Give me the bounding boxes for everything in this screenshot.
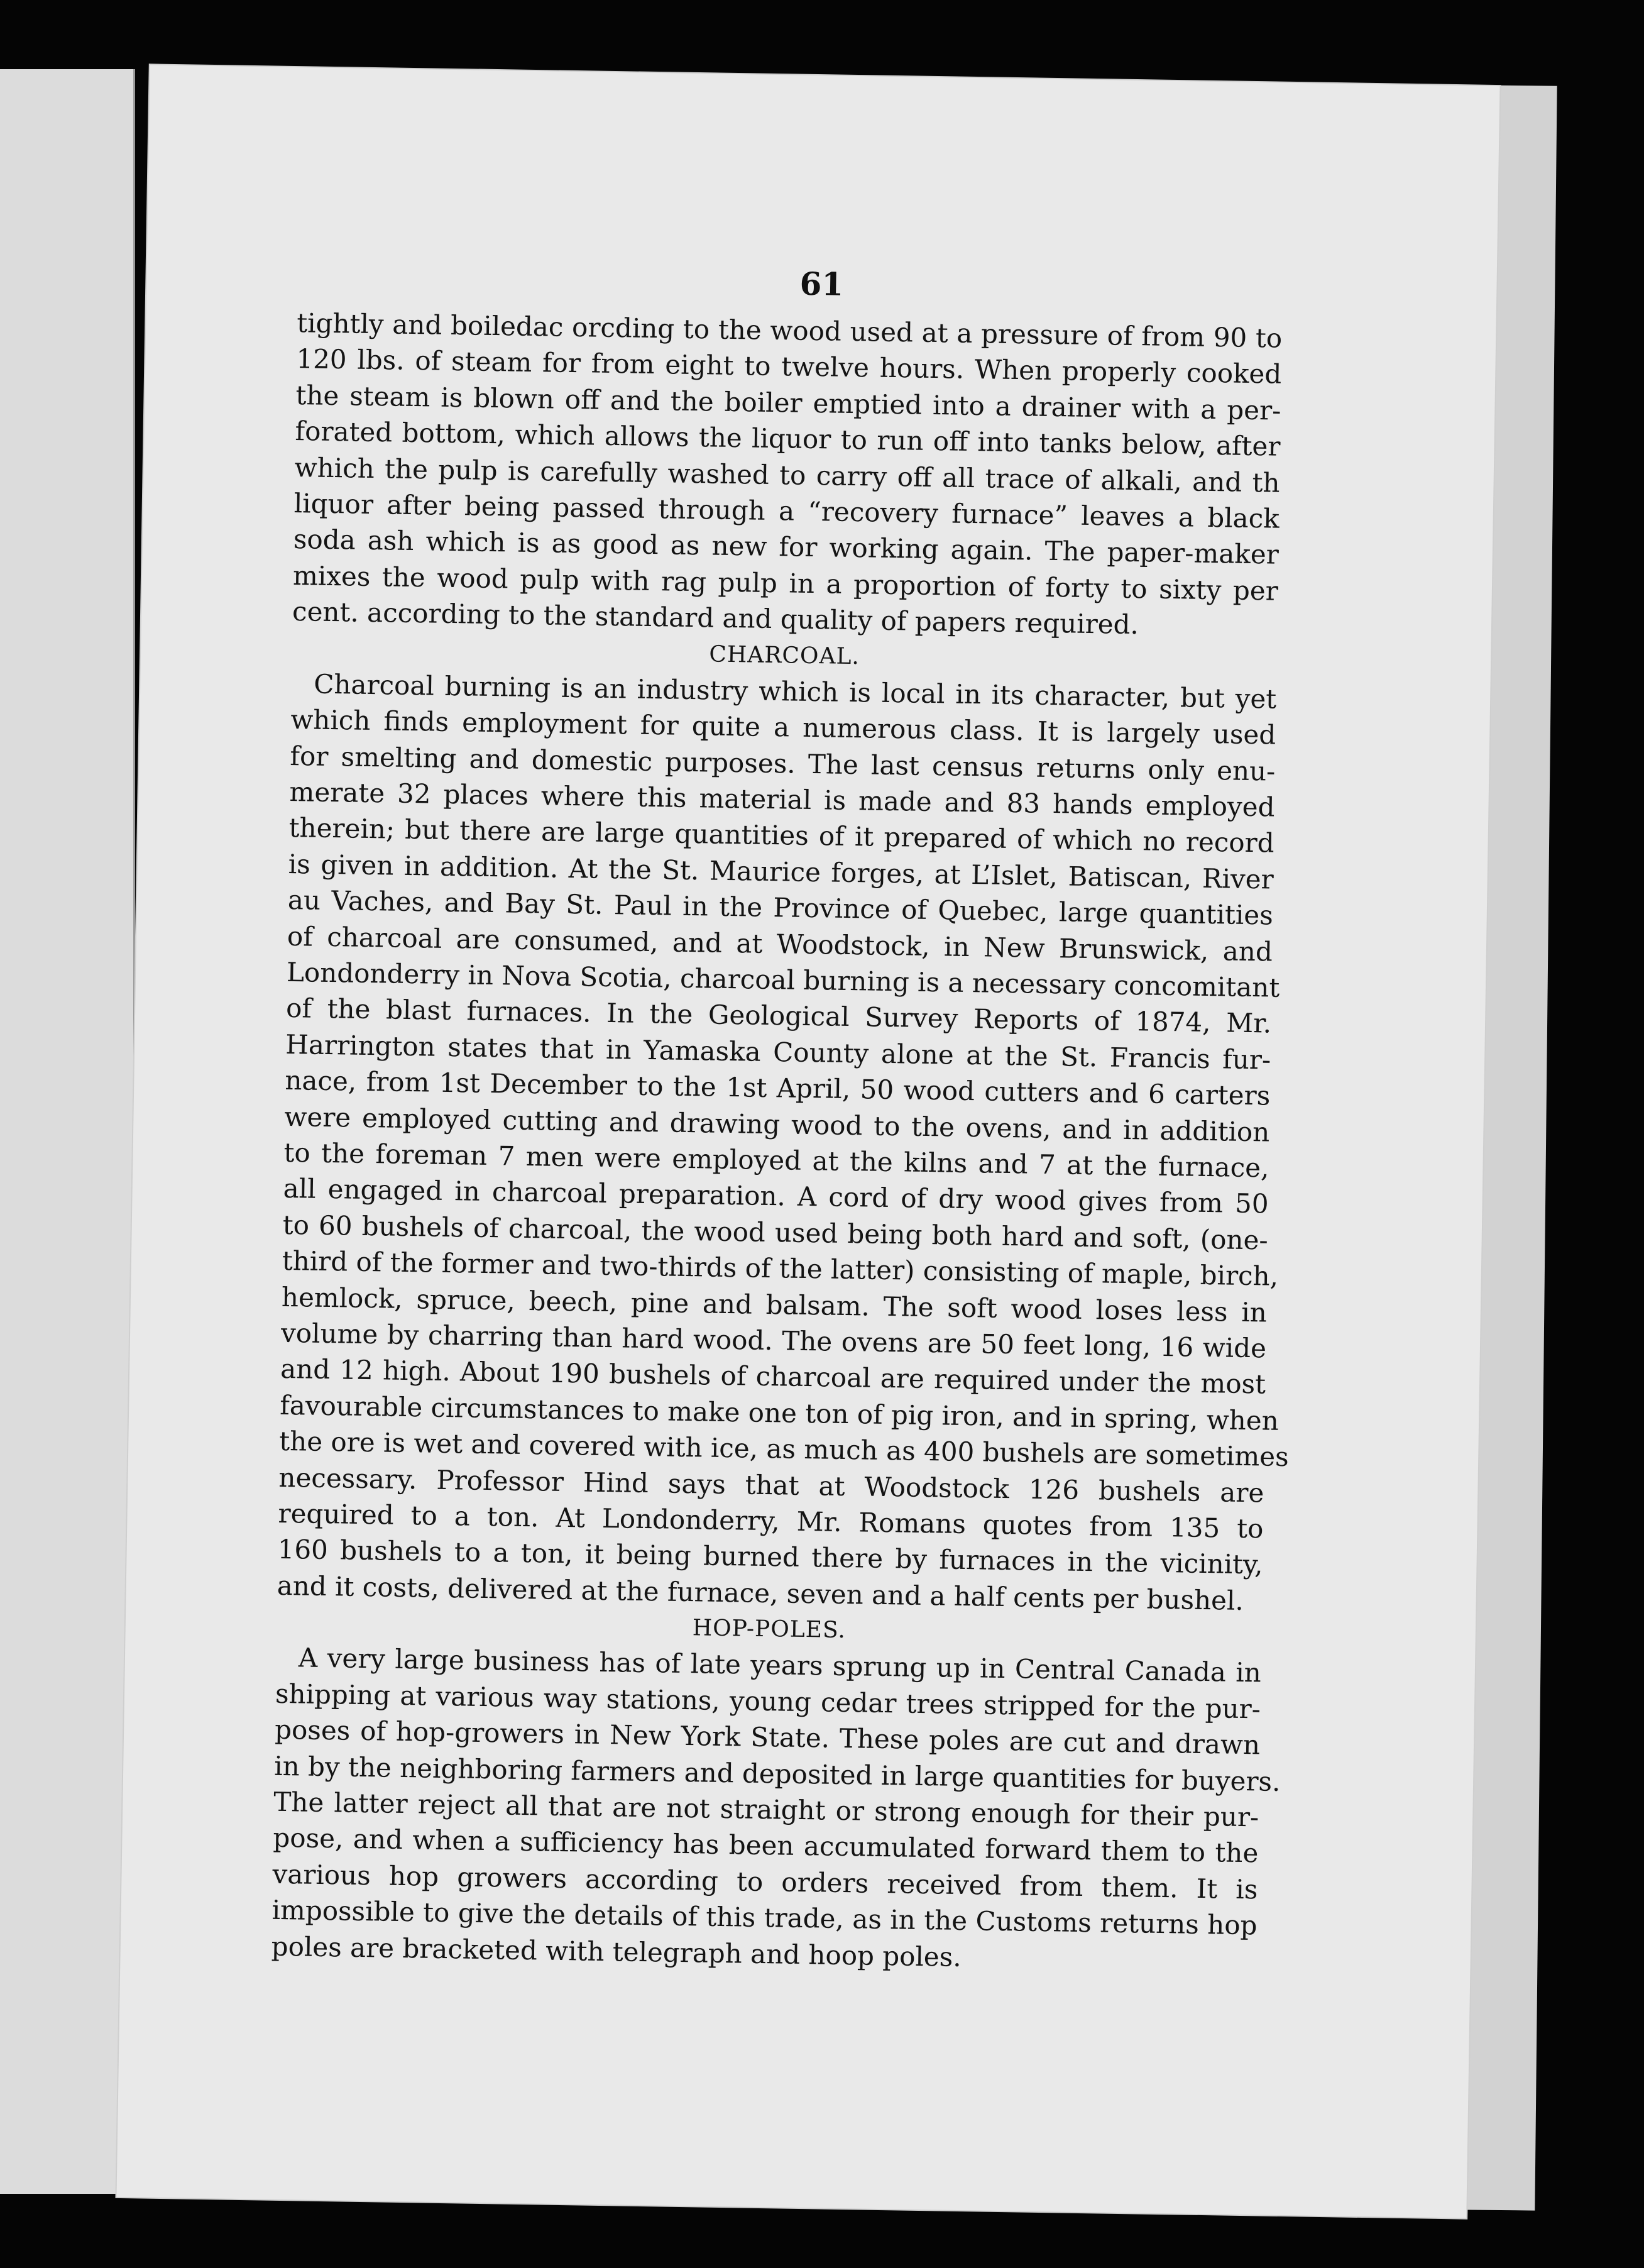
- page-number: 61: [799, 265, 844, 303]
- text-line: favourable circumstances to make one ton of pig iron, and in spring, when: [279, 1389, 1280, 1436]
- document-page: [116, 65, 1499, 2218]
- text-line: forated bottom, which allows the liquor to run off into tanks below, after: [295, 416, 1281, 462]
- text-line: all engaged in charcoal preparation. A cord of dry wood gives from 50: [283, 1173, 1269, 1219]
- text-line: third of the former and two-thirds of the latter) consisting of maple, birch,: [282, 1245, 1279, 1292]
- text-line: au Vaches, and Bay St. Paul in the Province of Quebec, large quantities: [287, 884, 1274, 931]
- text-line: in by the neighboring farmers and deposited in large quantities for buyers.: [273, 1750, 1281, 1797]
- text-line: poles are bracketed with telegraph and hoop poles.: [271, 1930, 962, 1973]
- text-line: liquor after being passed through a “recovery furnace” leaves a black: [293, 487, 1280, 534]
- text-line: to 60 bushels of charcoal, the wood used being both hard and soft, (one-: [282, 1209, 1269, 1256]
- text-line: the steam is blown off and the boiler emptied into a drainer with a per-: [295, 379, 1281, 426]
- text-line: Londonderry in Nova Scotia, charcoal burning is a necessary concomitant: [286, 956, 1280, 1003]
- text-line: of charcoal are consumed, and at Woodstock, in New Brunswick, and: [287, 920, 1273, 967]
- text-line: cent. according to the standard and quality of papers required.: [292, 596, 1139, 641]
- text-line: the ore is wet and covered with ice, as much as 400 bushels are sometimes: [279, 1425, 1290, 1473]
- text-line: to the foreman 7 men were employed at the kilns and 7 at the furnace,: [283, 1137, 1269, 1184]
- previous-page-edge: [0, 69, 135, 2194]
- text-line: mixes the wood pulp with rag pulp in a proportion of forty to sixty per: [292, 559, 1279, 607]
- text-line: pose, and when a sufficiency has been accumulated forward them to the: [273, 1822, 1259, 1869]
- text-line: which the pulp is carefully washed to carry off all trace of alkali, and th: [294, 451, 1280, 498]
- paragraph-pulp-process: [292, 305, 1283, 645]
- text-line: poses of hop-growers in New York State. These poles are cut and drawn: [274, 1714, 1261, 1761]
- text-line: required to a ton. At Londonderry, Mr. Romans quotes from 135 to: [278, 1497, 1264, 1544]
- text-line: tightly and boiledac orcding to the wood used at a pressure of from 90 to: [296, 307, 1283, 354]
- page-body: [271, 305, 1290, 1979]
- text-line: is given in addition. At the St. Maurice forges, at L’Islet, Batiscan, River: [288, 848, 1274, 895]
- text-line: Charcoal burning is an industry which is local in its character, but yet: [313, 668, 1277, 715]
- section-charcoal: [277, 630, 1290, 1619]
- text-line: various hop growers according to orders received from them. It is: [272, 1858, 1258, 1905]
- text-line: volume by charring than hard wood. The ovens are 50 feet long, 16 wide: [280, 1317, 1267, 1364]
- text-line: and 12 high. About 190 bushels of charcoal are required under the most: [280, 1353, 1266, 1400]
- text-line: The latter reject all that are not straight or strong enough for their pur-: [273, 1786, 1259, 1833]
- text-line: therein; but there are large quantities of it prepared of which no record: [288, 812, 1274, 859]
- text-line: necessary. Professor Hind says that at Woodstock 126 bushels are: [278, 1462, 1264, 1508]
- text-line: which finds employment for quite a numerous class. It is largely used: [290, 704, 1276, 751]
- text-line: impossible to give the details of this trade, as in the Customs returns hop: [271, 1894, 1258, 1941]
- text-line: A very large business has of late years sprung up in Central Canada in: [298, 1642, 1262, 1688]
- text-line: for smelting and domestic purposes. The last census returns only enu-: [290, 740, 1276, 787]
- text-line: and it costs, delivered at the furnace, seven and a half cents per bushel.: [277, 1570, 1244, 1616]
- text-line: 160 bushels to a ton, it being burned there by furnaces in the vicinity,: [277, 1534, 1263, 1580]
- text-line: 120 lbs. of steam for from eight to twelve hours. When properly cooked: [296, 343, 1282, 390]
- text-line: Harrington states that in Yamaska County alone at the St. Francis fur-: [285, 1028, 1271, 1076]
- text-line: hemlock, spruce, beech, pine and balsam. The soft wood loses less in: [281, 1281, 1268, 1328]
- text-line: merate 32 places where this material is made and 83 hands employed: [289, 776, 1275, 823]
- section-heading: HOP-POLES.: [692, 1615, 847, 1644]
- text-line: shipping at various way stations, young cedar trees stripped for the pur-: [275, 1678, 1261, 1725]
- text-line: were employed cutting and drawing wood to the ovens, and in addition: [284, 1101, 1270, 1148]
- text-line: nace, from 1st December to the 1st April, 50 wood cutters and 6 carters: [285, 1065, 1271, 1111]
- section-heading: CHARCOAL.: [709, 641, 860, 669]
- text-line: soda ash which is as good as new for working again. The paper-maker: [293, 524, 1280, 570]
- text-line: of the blast furnaces. In the Geological Survey Reports of 1874, Mr.: [285, 993, 1272, 1039]
- section-hop-poles: [271, 1604, 1281, 1979]
